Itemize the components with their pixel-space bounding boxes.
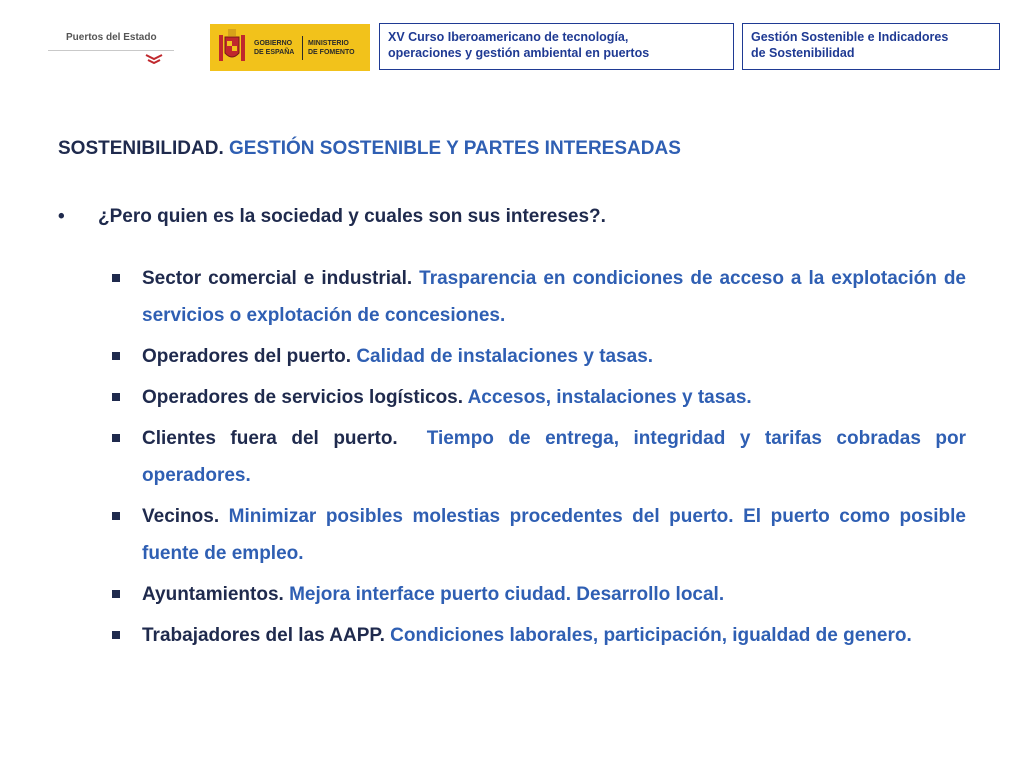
- puertos-del-estado-logo: [48, 28, 174, 70]
- slide-title-dark: SOSTENIBILIDAD.: [58, 138, 224, 159]
- slide-title-light: GESTIÓN SOSTENIBLE Y PARTES INTERESADAS: [223, 138, 681, 159]
- bullet-dot: •: [58, 206, 65, 227]
- topic-line-1: Gestión Sostenible e Indicadores: [751, 30, 949, 44]
- list-item: Trabajadores del las AAPP. Condiciones laborales, participación, igualdad de genero.: [112, 617, 966, 654]
- logo-rule: [48, 50, 174, 51]
- gobierno-text: GOBIERNO DE ESPAÑA: [254, 40, 295, 56]
- coat-of-arms-icon: [216, 27, 248, 67]
- gobierno-espana-logo: [210, 24, 370, 71]
- list-item: Sector comercial e industrial. Trasparencia en condiciones de acceso a la explotación de servicios o explotación de concesiones.: [112, 260, 966, 334]
- topic-line-2: de Sostenibilidad: [751, 46, 855, 60]
- logo-divider: [302, 36, 303, 60]
- course-title-box: [379, 23, 734, 70]
- course-line-2: operaciones y gestión ambiental en puertos: [388, 46, 650, 60]
- slide-title: [58, 138, 681, 160]
- question-text: ¿Pero quien es la sociedad y cuales son sus intereses?.: [98, 206, 606, 227]
- list-item: Clientes fuera del puerto. Tiempo de entrega, integridad y tarifas cobradas por operadores.: [112, 420, 966, 494]
- list-item: Ayuntamientos. Mejora interface puerto ciudad. Desarrollo local.: [112, 576, 966, 613]
- puertos-wave-icon: [144, 52, 164, 64]
- course-line-1: XV Curso Iberoamericano de tecnología,: [388, 30, 629, 44]
- list-item: Operadores de servicios logísticos. Accesos, instalaciones y tasas.: [112, 379, 966, 416]
- square-bullet-icon: [112, 352, 120, 360]
- topic-title-box: [742, 23, 1000, 70]
- square-bullet-icon: [112, 590, 120, 598]
- square-bullet-icon: [112, 393, 120, 401]
- stakeholder-list: [112, 260, 972, 654]
- list-item: Vecinos. Minimizar posibles molestias procedentes del puerto. El puerto como posible fuente de empleo.: [112, 498, 966, 572]
- square-bullet-icon: [112, 512, 120, 520]
- list-item: Operadores del puerto. Calidad de instalaciones y tasas.: [112, 338, 966, 375]
- square-bullet-icon: [112, 434, 120, 442]
- square-bullet-icon: [112, 631, 120, 639]
- square-bullet-icon: [112, 274, 120, 282]
- puertos-logo-text: Puertos del Estado: [66, 32, 157, 43]
- ministerio-text: MINISTERIO DE FOMENTO: [308, 40, 355, 56]
